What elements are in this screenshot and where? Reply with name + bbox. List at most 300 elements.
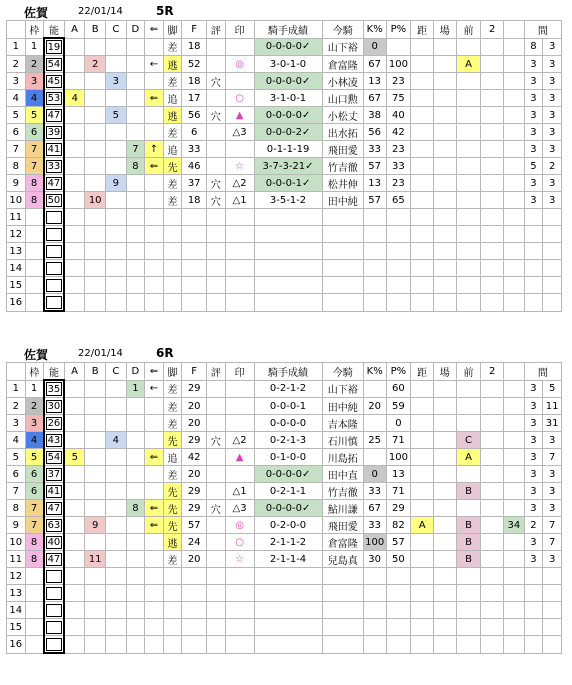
cell-no bbox=[44, 209, 65, 226]
column-header: 脚 bbox=[163, 363, 182, 381]
cell-b bbox=[85, 243, 106, 260]
cell-hyo bbox=[207, 483, 226, 500]
cell-seiseki bbox=[254, 619, 322, 636]
cell-kan1: 3 bbox=[524, 466, 543, 483]
cell-k bbox=[363, 226, 386, 243]
cell-hyo bbox=[207, 277, 226, 294]
cell-shirushi bbox=[225, 226, 254, 243]
cell-p: 13 bbox=[386, 466, 411, 483]
cell-hyo bbox=[207, 636, 226, 654]
cell-w bbox=[25, 294, 44, 312]
cell-mae bbox=[456, 141, 481, 158]
cell-seiseki: 0-2-1-1 bbox=[254, 483, 322, 500]
cell-k bbox=[363, 619, 386, 636]
cell-a bbox=[64, 277, 85, 294]
table-row bbox=[7, 415, 562, 432]
cell-kyaku: 逃 bbox=[163, 56, 182, 73]
cell-c: 4 bbox=[106, 432, 127, 449]
cell-k bbox=[363, 636, 386, 654]
cell-kan2 bbox=[543, 226, 562, 243]
cell-b bbox=[85, 602, 106, 619]
cell-f: 20 bbox=[182, 466, 207, 483]
cell-shirushi: ○ bbox=[225, 90, 254, 107]
cell-w bbox=[25, 226, 44, 243]
cell-two bbox=[481, 568, 504, 585]
cell-b bbox=[85, 483, 106, 500]
table-row bbox=[7, 294, 562, 312]
cell-two bbox=[481, 500, 504, 517]
cell-hyo bbox=[207, 517, 226, 534]
cell-d bbox=[126, 415, 145, 432]
cell-no: 30 bbox=[44, 398, 65, 415]
cell-kan1 bbox=[524, 568, 543, 585]
cell-ba bbox=[433, 38, 456, 56]
cell-kyaku: 差 bbox=[163, 192, 182, 209]
cell-arr bbox=[145, 243, 164, 260]
cell-a bbox=[64, 415, 85, 432]
cell-ba bbox=[433, 107, 456, 124]
cell-x bbox=[504, 432, 525, 449]
cell-shirushi: △3 bbox=[225, 124, 254, 141]
table-row bbox=[7, 260, 562, 277]
cell-ba bbox=[433, 175, 456, 192]
cell-kyori bbox=[411, 243, 434, 260]
table-row bbox=[7, 192, 562, 209]
cell-shirushi: △1 bbox=[225, 192, 254, 209]
cell-d bbox=[126, 294, 145, 312]
cell-kan1: 3 bbox=[524, 73, 543, 90]
cell-mae bbox=[456, 226, 481, 243]
cell-seiseki: 0-1-0-0 bbox=[254, 449, 322, 466]
cell-seiseki: 0-0-0-2✓ bbox=[254, 124, 322, 141]
cell-ba bbox=[433, 415, 456, 432]
cell-kan1 bbox=[524, 243, 543, 260]
cell-n: 4 bbox=[7, 432, 26, 449]
cell-shirushi bbox=[225, 619, 254, 636]
cell-seiseki: 0-2-1-2 bbox=[254, 380, 322, 398]
cell-kyaku bbox=[163, 277, 182, 294]
column-header bbox=[504, 363, 525, 381]
cell-n: 6 bbox=[7, 466, 26, 483]
cell-arr bbox=[145, 534, 164, 551]
column-header: K% bbox=[363, 21, 386, 39]
cell-no: 43 bbox=[44, 432, 65, 449]
column-header: ⇐ bbox=[145, 363, 164, 381]
cell-k bbox=[363, 243, 386, 260]
cell-x bbox=[504, 90, 525, 107]
cell-kyori: A bbox=[411, 517, 434, 534]
cell-kiryu bbox=[322, 277, 363, 294]
column-header: 場 bbox=[433, 363, 456, 381]
cell-x bbox=[504, 56, 525, 73]
cell-kan2 bbox=[543, 243, 562, 260]
cell-kan1: 5 bbox=[524, 158, 543, 175]
cell-kan1: 3 bbox=[524, 175, 543, 192]
cell-kyaku bbox=[163, 209, 182, 226]
cell-kiryu: 山下裕 bbox=[322, 380, 363, 398]
cell-a bbox=[64, 124, 85, 141]
cell-kyaku: 先 bbox=[163, 483, 182, 500]
cell-ba bbox=[433, 192, 456, 209]
cell-kyaku: 差 bbox=[163, 380, 182, 398]
cell-kiryu: 松井伸 bbox=[322, 175, 363, 192]
cell-shirushi bbox=[225, 294, 254, 312]
cell-p: 23 bbox=[386, 175, 411, 192]
cell-d bbox=[126, 483, 145, 500]
cell-arr bbox=[145, 209, 164, 226]
column-header: 場 bbox=[433, 21, 456, 39]
cell-c bbox=[106, 602, 127, 619]
cell-kyori bbox=[411, 500, 434, 517]
cell-x bbox=[504, 158, 525, 175]
cell-a bbox=[64, 56, 85, 73]
cell-mae bbox=[456, 124, 481, 141]
column-header: 騎手成績 bbox=[254, 363, 322, 381]
cell-n: 7 bbox=[7, 141, 26, 158]
cell-a bbox=[64, 226, 85, 243]
cell-kyaku: 差 bbox=[163, 551, 182, 568]
cell-no bbox=[44, 568, 65, 585]
cell-w bbox=[25, 636, 44, 654]
cell-ba bbox=[433, 277, 456, 294]
cell-mae: B bbox=[456, 551, 481, 568]
cell-no: 53 bbox=[44, 90, 65, 107]
table-row bbox=[7, 56, 562, 73]
cell-k bbox=[363, 209, 386, 226]
cell-ba bbox=[433, 380, 456, 398]
cell-kiryu: 石川慎 bbox=[322, 432, 363, 449]
cell-f bbox=[182, 260, 207, 277]
column-header: K% bbox=[363, 363, 386, 381]
cell-k: 33 bbox=[363, 483, 386, 500]
cell-shirushi: △1 bbox=[225, 483, 254, 500]
cell-a bbox=[64, 585, 85, 602]
table-row bbox=[7, 534, 562, 551]
cell-shirushi bbox=[225, 141, 254, 158]
cell-w: 4 bbox=[25, 432, 44, 449]
column-header: 前 bbox=[456, 21, 481, 39]
cell-kyori bbox=[411, 534, 434, 551]
cell-mae bbox=[456, 294, 481, 312]
cell-two bbox=[481, 73, 504, 90]
cell-p: 33 bbox=[386, 158, 411, 175]
cell-f bbox=[182, 294, 207, 312]
cell-ba bbox=[433, 602, 456, 619]
column-header: 2 bbox=[481, 363, 504, 381]
cell-arr bbox=[145, 73, 164, 90]
cell-shirushi bbox=[225, 260, 254, 277]
cell-b bbox=[85, 380, 106, 398]
cell-a: 5 bbox=[64, 449, 85, 466]
cell-ba bbox=[433, 432, 456, 449]
cell-shirushi bbox=[225, 209, 254, 226]
cell-a bbox=[64, 380, 85, 398]
cell-n: 12 bbox=[7, 568, 26, 585]
cell-a bbox=[64, 483, 85, 500]
cell-kyori bbox=[411, 294, 434, 312]
cell-f: 20 bbox=[182, 415, 207, 432]
cell-x bbox=[504, 466, 525, 483]
cell-kan1: 3 bbox=[524, 107, 543, 124]
cell-mae bbox=[456, 175, 481, 192]
cell-w bbox=[25, 602, 44, 619]
cell-two bbox=[481, 175, 504, 192]
cell-no: 40 bbox=[44, 534, 65, 551]
column-header: 評 bbox=[207, 21, 226, 39]
cell-x bbox=[504, 500, 525, 517]
cell-kyori bbox=[411, 73, 434, 90]
cell-k bbox=[363, 380, 386, 398]
cell-f: 29 bbox=[182, 483, 207, 500]
cell-x bbox=[504, 38, 525, 56]
cell-seiseki: 0-0-0-1 bbox=[254, 398, 322, 415]
table-row bbox=[7, 141, 562, 158]
cell-kan1 bbox=[524, 294, 543, 312]
cell-mae: B bbox=[456, 534, 481, 551]
cell-n: 14 bbox=[7, 260, 26, 277]
cell-kyori bbox=[411, 380, 434, 398]
cell-f bbox=[182, 226, 207, 243]
cell-b bbox=[85, 38, 106, 56]
cell-k bbox=[363, 415, 386, 432]
cell-kyaku bbox=[163, 636, 182, 654]
cell-kyaku: 差 bbox=[163, 38, 182, 56]
cell-two bbox=[481, 226, 504, 243]
race1-table bbox=[6, 20, 562, 312]
cell-kyori bbox=[411, 90, 434, 107]
table-row bbox=[7, 158, 562, 175]
cell-n: 15 bbox=[7, 619, 26, 636]
cell-shirushi bbox=[225, 415, 254, 432]
cell-kan2: 3 bbox=[543, 466, 562, 483]
cell-arr: ⇐ bbox=[145, 90, 164, 107]
cell-p: 60 bbox=[386, 380, 411, 398]
cell-mae bbox=[456, 277, 481, 294]
cell-k: 38 bbox=[363, 107, 386, 124]
cell-arr bbox=[145, 585, 164, 602]
table-row bbox=[7, 500, 562, 517]
cell-no: 19 bbox=[44, 38, 65, 56]
cell-w bbox=[25, 568, 44, 585]
table-row bbox=[7, 175, 562, 192]
cell-kan2: 31 bbox=[543, 415, 562, 432]
column-header: 枠 bbox=[25, 363, 44, 381]
cell-b bbox=[85, 175, 106, 192]
cell-kan2: 3 bbox=[543, 551, 562, 568]
cell-kyaku: 先 bbox=[163, 158, 182, 175]
cell-a bbox=[64, 158, 85, 175]
cell-ba bbox=[433, 209, 456, 226]
cell-seiseki bbox=[254, 568, 322, 585]
cell-kan2: 3 bbox=[543, 38, 562, 56]
cell-ba bbox=[433, 449, 456, 466]
cell-mae: B bbox=[456, 517, 481, 534]
cell-arr: ⇐ bbox=[145, 449, 164, 466]
cell-kan2 bbox=[543, 260, 562, 277]
cell-k bbox=[363, 277, 386, 294]
cell-kyaku: 追 bbox=[163, 141, 182, 158]
cell-b bbox=[85, 107, 106, 124]
cell-c bbox=[106, 534, 127, 551]
cell-kiryu: 田中直 bbox=[322, 466, 363, 483]
cell-f: 29 bbox=[182, 500, 207, 517]
cell-kyaku: 差 bbox=[163, 415, 182, 432]
cell-two bbox=[481, 636, 504, 654]
cell-x bbox=[504, 534, 525, 551]
column-header: C bbox=[106, 21, 127, 39]
cell-k bbox=[363, 449, 386, 466]
cell-kan1 bbox=[524, 602, 543, 619]
cell-c bbox=[106, 141, 127, 158]
cell-d: 7 bbox=[126, 141, 145, 158]
cell-shirushi: ☆ bbox=[225, 551, 254, 568]
cell-kan1: 3 bbox=[524, 551, 543, 568]
cell-ba bbox=[433, 243, 456, 260]
cell-shirushi bbox=[225, 636, 254, 654]
cell-kan1: 3 bbox=[524, 90, 543, 107]
cell-n: 5 bbox=[7, 107, 26, 124]
cell-no: 33 bbox=[44, 158, 65, 175]
cell-no: 50 bbox=[44, 192, 65, 209]
cell-arr bbox=[145, 277, 164, 294]
cell-ba bbox=[433, 483, 456, 500]
cell-no bbox=[44, 226, 65, 243]
cell-x bbox=[504, 619, 525, 636]
cell-w bbox=[25, 209, 44, 226]
cell-two bbox=[481, 38, 504, 56]
cell-d bbox=[126, 209, 145, 226]
cell-kyaku: 追 bbox=[163, 90, 182, 107]
cell-hyo bbox=[207, 602, 226, 619]
column-header: F bbox=[182, 21, 207, 39]
cell-kyori bbox=[411, 56, 434, 73]
cell-x bbox=[504, 124, 525, 141]
cell-w: 4 bbox=[25, 90, 44, 107]
cell-b bbox=[85, 294, 106, 312]
cell-hyo bbox=[207, 619, 226, 636]
cell-seiseki bbox=[254, 585, 322, 602]
cell-kyaku bbox=[163, 226, 182, 243]
cell-ba bbox=[433, 568, 456, 585]
cell-hyo bbox=[207, 158, 226, 175]
cell-two bbox=[481, 466, 504, 483]
cell-ba bbox=[433, 500, 456, 517]
cell-a bbox=[64, 73, 85, 90]
cell-w bbox=[25, 277, 44, 294]
cell-n: 15 bbox=[7, 277, 26, 294]
cell-seiseki: 0-0-0-0 bbox=[254, 415, 322, 432]
cell-p: 57 bbox=[386, 534, 411, 551]
cell-hyo bbox=[207, 260, 226, 277]
cell-p bbox=[386, 602, 411, 619]
cell-x bbox=[504, 380, 525, 398]
cell-hyo: 穴 bbox=[207, 500, 226, 517]
cell-no: 41 bbox=[44, 141, 65, 158]
column-header: 今騎 bbox=[322, 21, 363, 39]
cell-a bbox=[64, 534, 85, 551]
cell-kyori bbox=[411, 209, 434, 226]
cell-shirushi bbox=[225, 585, 254, 602]
cell-no: 35 bbox=[44, 380, 65, 398]
column-header: 距 bbox=[411, 363, 434, 381]
cell-seiseki: 0-0-0-0✓ bbox=[254, 38, 322, 56]
cell-seiseki bbox=[254, 277, 322, 294]
cell-two bbox=[481, 294, 504, 312]
table-row bbox=[7, 449, 562, 466]
cell-a bbox=[64, 466, 85, 483]
cell-kyaku: 先 bbox=[163, 517, 182, 534]
cell-d bbox=[126, 124, 145, 141]
cell-seiseki bbox=[254, 209, 322, 226]
cell-d bbox=[126, 56, 145, 73]
table-row bbox=[7, 124, 562, 141]
cell-x bbox=[504, 585, 525, 602]
cell-kan1 bbox=[524, 260, 543, 277]
cell-no bbox=[44, 243, 65, 260]
cell-p: 0 bbox=[386, 415, 411, 432]
cell-two bbox=[481, 192, 504, 209]
cell-kiryu: 山下裕 bbox=[322, 38, 363, 56]
cell-kan1 bbox=[524, 619, 543, 636]
cell-d bbox=[126, 602, 145, 619]
cell-kiryu bbox=[322, 585, 363, 602]
cell-d bbox=[126, 636, 145, 654]
cell-seiseki bbox=[254, 294, 322, 312]
race1-venue: 佐賀 bbox=[24, 6, 49, 20]
cell-kan2: 3 bbox=[543, 90, 562, 107]
cell-a: 4 bbox=[64, 90, 85, 107]
cell-kan2: 3 bbox=[543, 483, 562, 500]
cell-w: 1 bbox=[25, 380, 44, 398]
cell-c bbox=[106, 619, 127, 636]
cell-d bbox=[126, 192, 145, 209]
cell-shirushi bbox=[225, 243, 254, 260]
cell-ba bbox=[433, 585, 456, 602]
cell-kyori bbox=[411, 158, 434, 175]
cell-x bbox=[504, 449, 525, 466]
cell-kiryu: 田中純 bbox=[322, 398, 363, 415]
column-header: 今騎 bbox=[322, 363, 363, 381]
cell-kyori bbox=[411, 141, 434, 158]
cell-kyori bbox=[411, 398, 434, 415]
cell-p: 29 bbox=[386, 500, 411, 517]
cell-two bbox=[481, 449, 504, 466]
cell-p bbox=[386, 226, 411, 243]
cell-d bbox=[126, 175, 145, 192]
cell-shirushi: △3 bbox=[225, 500, 254, 517]
cell-d bbox=[126, 277, 145, 294]
cell-kyori bbox=[411, 636, 434, 654]
cell-kan2: 3 bbox=[543, 73, 562, 90]
cell-two bbox=[481, 56, 504, 73]
cell-kyori bbox=[411, 483, 434, 500]
cell-kan2: 2 bbox=[543, 158, 562, 175]
cell-no: 63 bbox=[44, 517, 65, 534]
cell-n: 5 bbox=[7, 449, 26, 466]
cell-f: 42 bbox=[182, 449, 207, 466]
cell-kyaku: 差 bbox=[163, 175, 182, 192]
cell-arr: ↑ bbox=[145, 141, 164, 158]
cell-d bbox=[126, 551, 145, 568]
cell-kiryu bbox=[322, 568, 363, 585]
table-row bbox=[7, 551, 562, 568]
table-row bbox=[7, 602, 562, 619]
race2-date: 22/01/14 bbox=[78, 348, 123, 359]
cell-c bbox=[106, 158, 127, 175]
cell-two bbox=[481, 277, 504, 294]
cell-b bbox=[85, 466, 106, 483]
cell-k: 67 bbox=[363, 500, 386, 517]
